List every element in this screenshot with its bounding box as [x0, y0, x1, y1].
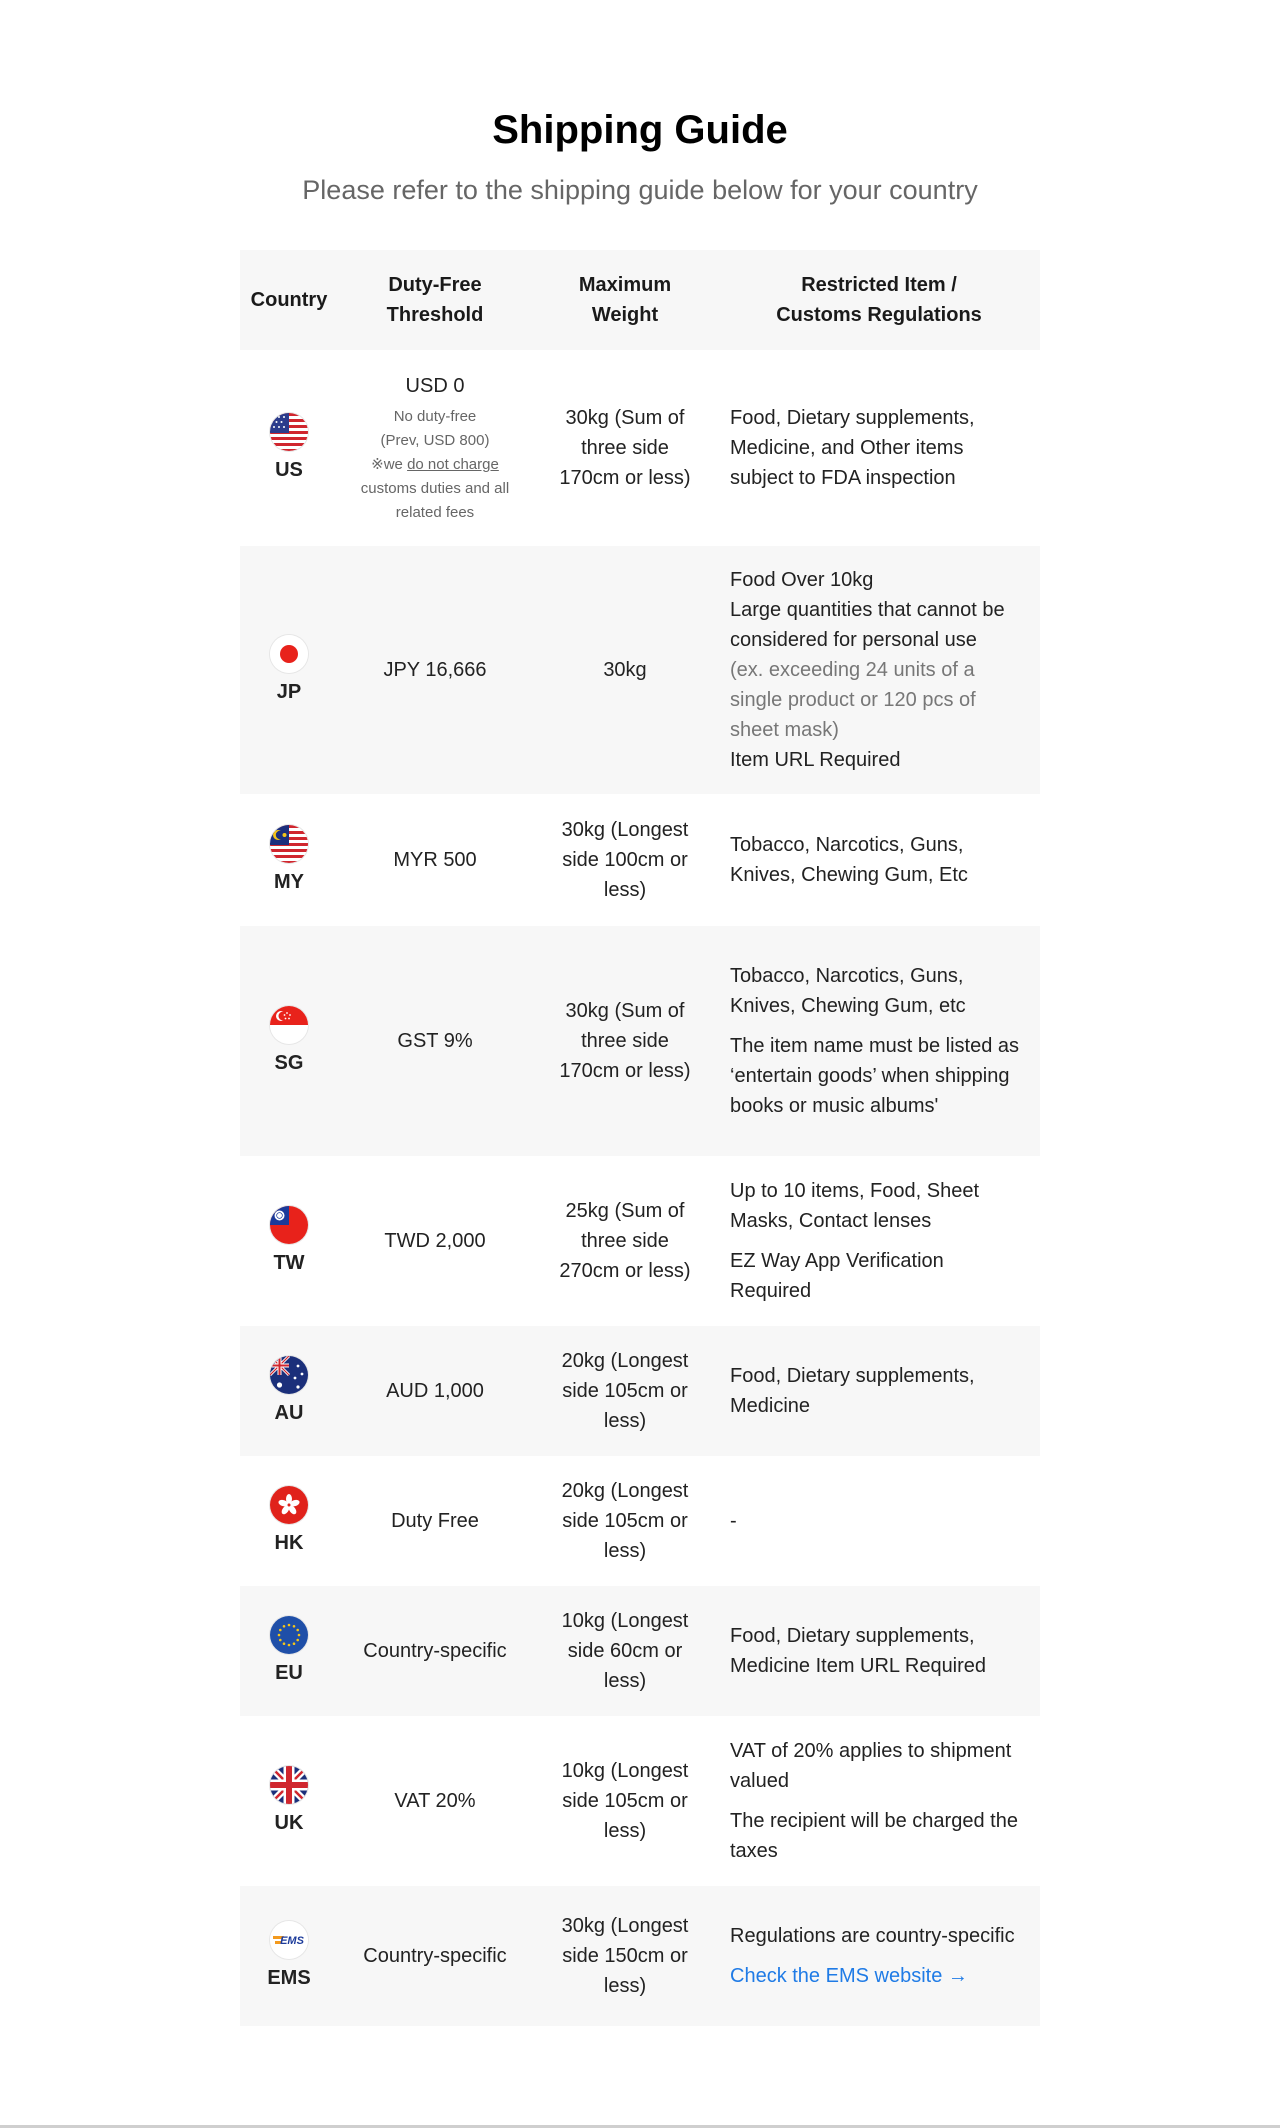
page-title: Shipping Guide: [492, 108, 788, 152]
header-threshold: Duty-Free Threshold: [338, 250, 532, 350]
restricted-cell: Food, Dietary supplements, Medicine Item URL Required: [718, 1586, 1040, 1716]
restricted-cell: Food, Dietary supplements, Medicine, and Other items subject to FDA inspection: [730, 407, 975, 489]
threshold-cell: MYR 500: [393, 849, 477, 871]
country-cell: [240, 1586, 338, 1716]
threshold-note: No duty-free: [393, 408, 477, 425]
threshold-cell: Country-specific: [338, 1886, 532, 2026]
ems-logo-icon: [270, 1921, 308, 1959]
threshold-note: customs duties and all related fees: [360, 480, 510, 521]
shipping-table: [240, 250, 1040, 2026]
table-row-ems: [240, 1886, 1040, 2026]
weight-cell: 30kg (Sum of three side 170cm or less): [559, 407, 691, 489]
svg-text:EMS: EMS: [280, 1935, 304, 1947]
table-row-uk: [240, 1716, 1040, 1886]
threshold-cell: TWD 2,000: [384, 1230, 486, 1252]
sg-flag-icon: [270, 1006, 308, 1044]
country-cell: [240, 1456, 338, 1586]
country-code: SG: [274, 1052, 304, 1074]
restricted-cell: Regulations are country-specific Check the EMS website →: [718, 1886, 1040, 2026]
country-cell: [240, 350, 338, 546]
weight-cell: 10kg (Longest side 60cm or less): [532, 1586, 718, 1716]
threshold-cell: Duty Free: [391, 1510, 479, 1532]
uk-flag-icon: [270, 1766, 308, 1804]
restricted-cell: VAT of 20% applies to shipment valued The recipient will be charged the taxes: [730, 1740, 1018, 1862]
country-cell: [240, 546, 338, 794]
weight-cell: 25kg (Sum of three side 270cm or less): [559, 1200, 691, 1282]
country-code: AU: [274, 1402, 304, 1424]
country-code: EMS: [267, 1967, 311, 1989]
country-code: HK: [274, 1532, 304, 1554]
hk-flag-icon: [270, 1486, 308, 1524]
country-cell: [240, 1326, 338, 1456]
table-row-jp: [240, 546, 1040, 794]
restricted-cell: Food Over 10kg Large quantities that cannot be considered for personal use (ex. exceeding 24 units of a single product or 120 pcs of sheet mask) Item URL Required: [718, 546, 1040, 794]
my-flag-icon: [270, 825, 308, 863]
threshold-cell: [338, 350, 532, 546]
country-code: JP: [276, 681, 302, 703]
threshold-cell: JPY 16,666: [338, 546, 532, 794]
threshold-cell: GST 9%: [338, 926, 532, 1156]
threshold-cell: AUD 1,000: [338, 1326, 532, 1456]
restricted-cell: Food, Dietary supplements, Medicine: [718, 1326, 1040, 1456]
table-row-sg: [240, 926, 1040, 1156]
header-country: Country: [240, 250, 338, 350]
restricted-cell: Tobacco, Narcotics, Guns, Knives, Chewing Gum, Etc: [730, 834, 968, 886]
country-code: MY: [274, 871, 304, 893]
tw-flag-icon: [270, 1206, 308, 1244]
country-code: TW: [273, 1252, 305, 1274]
country-code: UK: [274, 1812, 304, 1834]
page-subtitle: Please refer to the shipping guide below for your country: [302, 175, 978, 205]
weight-cell: 30kg: [532, 546, 718, 794]
country-cell: [240, 926, 338, 1156]
country-code: US: [275, 459, 303, 481]
table-row-my: [240, 794, 1040, 926]
us-flag-icon: [270, 413, 308, 451]
weight-cell: 30kg (Sum of three side 170cm or less): [532, 926, 718, 1156]
country-cell: [240, 794, 338, 926]
weight-cell: 30kg (Longest side 150cm or less): [532, 1886, 718, 2026]
threshold-value: USD 0: [405, 375, 465, 397]
threshold-cell: Country-specific: [338, 1586, 532, 1716]
table-row-tw: [240, 1156, 1040, 1326]
table-row-hk: [240, 1456, 1040, 1586]
table-row-us: [240, 350, 1040, 546]
restricted-cell: -: [730, 1510, 737, 1532]
jp-flag-icon: [270, 635, 308, 673]
threshold-note: (Prev, USD 800): [380, 432, 490, 449]
threshold-note: ※we: [371, 456, 408, 473]
country-cell: [240, 1156, 338, 1326]
threshold-cell: VAT 20%: [394, 1790, 476, 1812]
weight-cell: 20kg (Longest side 105cm or less): [532, 1326, 718, 1456]
ems-website-link[interactable]: Check the EMS website →: [730, 1965, 968, 1987]
table-row-au: [240, 1326, 1040, 1456]
au-flag-icon: [270, 1356, 308, 1394]
header-restricted: Restricted Item / Customs Regulations: [718, 250, 1040, 350]
header-weight: Maximum Weight: [532, 250, 718, 350]
restricted-cell: Tobacco, Narcotics, Guns, Knives, Chewing Gum, etc The item name must be listed as ‘entertain goods’ when shipping books or music albums': [718, 926, 1040, 1156]
weight-cell: 10kg (Longest side 105cm or less): [561, 1760, 689, 1842]
table-header-row: [240, 250, 1040, 350]
table-row-eu: [240, 1586, 1040, 1716]
country-cell: [240, 1716, 338, 1886]
eu-flag-icon: [270, 1616, 308, 1654]
weight-cell: 30kg (Longest side 100cm or less): [561, 819, 689, 901]
country-code: EU: [275, 1662, 303, 1684]
restricted-cell: Up to 10 items, Food, Sheet Masks, Contact lenses EZ Way App Verification Required: [730, 1180, 980, 1302]
no-charge-text: do not charge: [407, 456, 499, 473]
weight-cell: 20kg (Longest side 105cm or less): [561, 1480, 689, 1562]
country-cell: [240, 1886, 338, 2026]
